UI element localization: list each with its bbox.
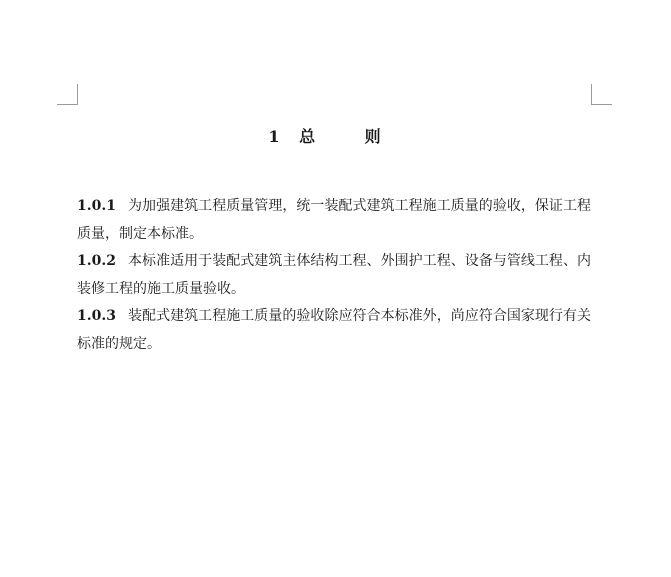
document-body [77, 193, 591, 358]
clause-text: 本标准适用于装配式建筑主体结构工程、外围护工程、设备与管线工程、内装修工程的施工质量验收。 [77, 253, 591, 297]
chapter-number: 1 [268, 127, 280, 146]
clause-number: 1.0.1 [77, 198, 116, 214]
clause-number: 1.0.2 [77, 253, 116, 269]
clause-text: 为加强建筑工程质量管理，统一装配式建筑工程施工质量的验收，保证工程质量，制定本标准。 [77, 198, 591, 242]
margin-corner-mark-top-right [591, 84, 612, 105]
clause-number: 1.0.3 [77, 308, 116, 324]
chapter-title: 总 则 [299, 127, 403, 146]
clause-1-0-3 [77, 303, 591, 358]
clause-1-0-1 [77, 193, 591, 248]
clause-text: 装配式建筑工程施工质量的验收除应符合本标准外，尚应符合国家现行有关标准的规定。 [77, 308, 591, 352]
margin-corner-mark-top-left [57, 84, 78, 105]
chapter-heading [0, 124, 671, 147]
clause-1-0-2 [77, 248, 591, 303]
